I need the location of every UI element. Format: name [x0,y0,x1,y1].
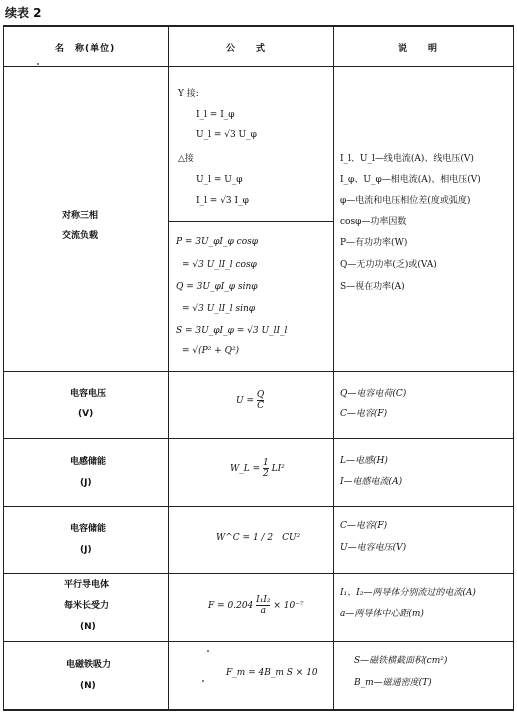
scan-speck [207,650,209,652]
formula-numerator: 1 [263,458,269,468]
row-rule [3,438,514,439]
note-line: cosφ—功率因数 [340,217,407,227]
note-line: I_φ、U_φ—相电流(A)、相电压(V) [340,175,481,185]
formula-line: Q = 3U_φI_φ sinφ [176,282,258,292]
formula-denominator: C [257,401,265,411]
formula-line: I_l = I_φ [196,110,235,120]
note-line: C—电容(F) [340,409,388,419]
table-top-rule [3,25,514,27]
note-line: B_m—磁通密度(T) [354,678,432,688]
row-rule [3,371,514,372]
note-line: a—两导体中心距(m) [340,609,424,619]
formula-lhs: W_L = [230,464,261,474]
note-line: U—电容电压(V) [340,543,407,553]
formula-line: = √3 U_lI_l sinφ [182,304,256,314]
formula-fraction [257,390,264,411]
formula-numerator: I₁I₂ [256,595,271,605]
row-name-line: 交流负载 [62,231,99,241]
row-name-line: 电容电压 [70,389,107,399]
formula-lhs: U = [236,396,254,406]
scan-speck [37,63,39,65]
table-caption: 续表 2 [5,6,42,20]
row-name-line: (N) [80,622,96,632]
formula-denominator: 2 [263,469,269,479]
formula-capacitor-energy: W^C = 1 / 2 CU² [216,533,301,543]
row-rule [3,573,514,574]
header-note: 说 明 [398,44,439,54]
row-name-line: 平行导电体 [64,580,110,590]
table-right-border [513,25,514,710]
formula-fraction [256,595,270,616]
note-line: P—有功功率(W) [340,238,408,248]
note-line: Q—无功功率(乏)或(VA) [340,260,437,270]
formula-line: I_l = √3 I_φ [196,196,249,206]
formula-line: = √(P² + Q²) [182,346,240,356]
formula-lhs: F = 0.204 [208,601,254,611]
formula-line: U_l = U_φ [196,175,243,185]
row-name-line: 电磁铁吸力 [66,660,112,670]
row-name-line: (V) [78,409,94,419]
note-line: S—磁铁横截面积(cm²) [354,656,448,666]
note-line: L—电感(H) [340,456,388,466]
header-rule [3,66,514,67]
scan-speck [202,680,204,682]
note-line: Q—电容电荷(C) [340,389,407,399]
note-line: I—电感电流(A) [340,477,403,487]
formula-rhs: × 10⁻⁷ [273,601,304,611]
row-rule [3,641,514,642]
note-line: C—电容(F) [340,521,388,531]
column-divider [168,25,169,710]
row-rule [3,506,514,507]
column-divider [333,25,334,710]
table-left-border [3,25,4,710]
header-formula: 公 式 [226,44,267,54]
table-bottom-rule [3,709,514,711]
formula-delta-label: △接 [178,154,194,164]
row-name-line: (J) [80,545,92,555]
formula-rhs: LI² [271,464,285,474]
formula-electromagnet-force: F_m = 4B_m S × 10 [226,668,318,678]
formula-inductor-energy [230,458,285,479]
note-line: I₁、I₂—两导体分别流过的电流(A) [340,588,476,598]
row-name-line: 电容储能 [70,524,107,534]
formula-line: = √3 U_lI_l cosφ [182,260,257,270]
formula-star-label: Y 接: [178,89,199,99]
row-name-line: 对称三相 [62,211,99,221]
formula-line: P = 3U_φI_φ cosφ [176,237,259,247]
note-line: I_l、U_l—线电流(A)、线电压(V) [340,154,474,164]
formula-line: S = 3U_φI_φ = √3 U_lI_l [176,326,288,336]
note-line: S—视在功率(A) [340,282,405,292]
note-line: φ—电流和电压相位差(度或弧度) [340,196,471,206]
formula-capacitor-voltage [236,390,264,411]
formula-denominator: a [256,605,270,616]
formula-sub-divider [168,221,333,222]
row-name-line: 每米长受力 [64,601,110,611]
row-name-line: (J) [80,478,92,488]
row-name-line: (N) [80,681,96,691]
formula-fraction [263,458,269,479]
formula-numerator: Q [256,390,265,400]
header-name: 名 称(单位) [55,44,116,54]
row-name-line: 电感储能 [70,457,107,467]
formula-line: U_l = √3 U_φ [196,130,257,140]
formula-parallel-force [208,595,304,616]
